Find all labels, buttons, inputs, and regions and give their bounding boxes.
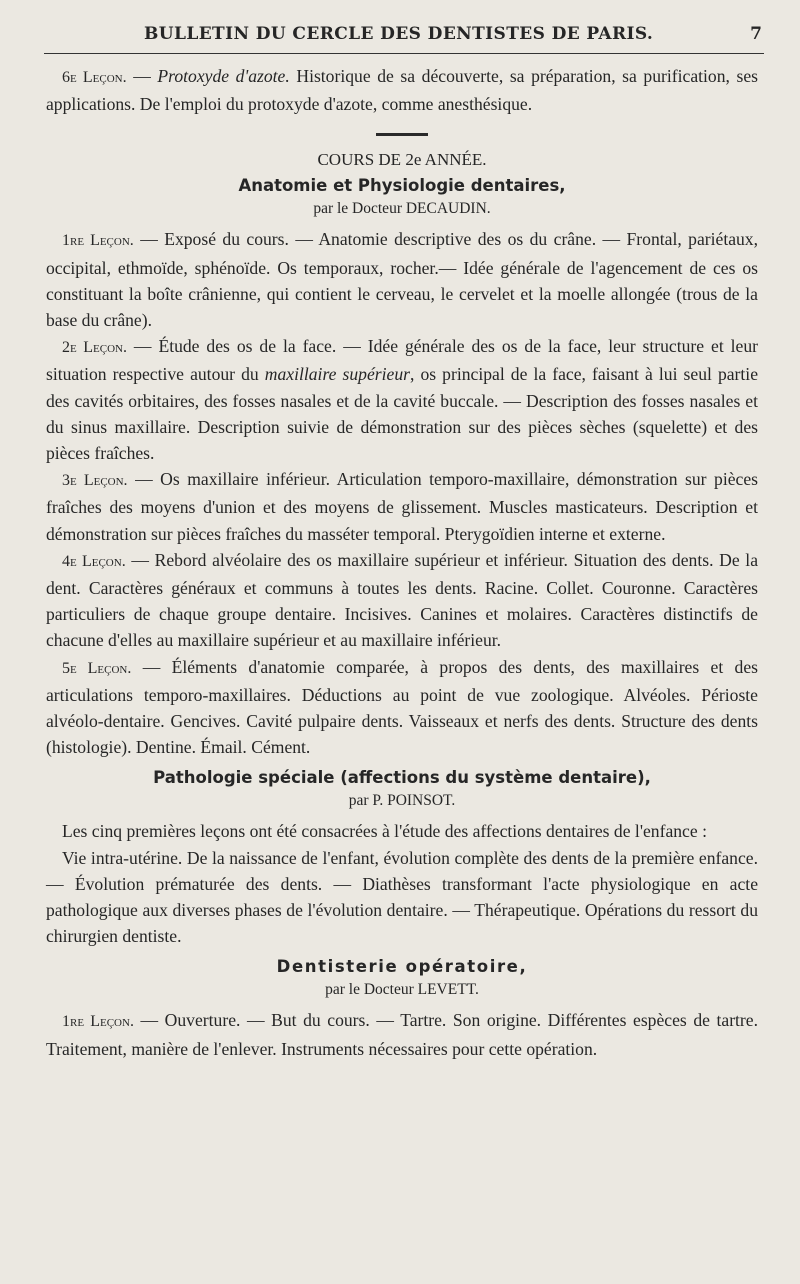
lesson-text: — Rebord alvéolaire des os maxillaire supérieur et inférieur. Situation des dents. De la dent. Caractères généraux et communs à toutes les dents. Racine. Collet. Couronne. Caractères particuliers de chaque groupe dentaire. Incisives. Canines et molaires. Caractères distinctifs de chacune d'elles au maxillaire supérieur et au maxillaire inférieur. <box>46 549 758 651</box>
lesson-label: 1re Leçon. <box>62 1013 134 1031</box>
page-number: 7 <box>750 24 762 44</box>
anatomy-lesson-3 <box>46 466 758 547</box>
lesson-text: Historique de sa découverte, sa préparation, sa purification, ses applications. De l'emploi du protoxyde d'azote, comme anesthésique. <box>46 66 759 115</box>
section-heading-anatomy: Anatomie et Physiologie dentaires, <box>238 176 566 196</box>
section-heading-pathology: Pathologie spéciale (affections du système dentaire), <box>153 768 651 788</box>
running-header <box>44 22 764 50</box>
section-heading-operative: Dentisterie opératoire, <box>276 957 528 977</box>
byline-operative: par le Docteur LEVETT. <box>325 981 479 999</box>
section-divider <box>376 133 428 136</box>
lesson-emphasis: maxillaire supérieur <box>264 364 410 385</box>
lesson-text: — Os maxillaire inférieur. Articulation temporo-maxillaire, démonstration sur pièces fraîches des moyens d'union et des moyens de glissement. Muscles masticateurs. Description et démonstration sur pièces fraîches du masséter temporal. Pterygoïdien interne et externe. <box>46 469 759 544</box>
lesson-text: — Éléments d'anatomie comparée, à propos des dents, des maxillaires et des articulations temporo-maxillaires. Déductions au point de vue zoologique. Alvéoles. Périoste alvéolo-dentaire. Gencives. Cavité pulpaire dents. Vaisseaux et nerfs des dents. Structure des dents (histologie). Dentine. Émail. Cément. <box>46 656 759 758</box>
lesson-topic: Protoxyde d'azote. <box>157 66 290 86</box>
header-rule <box>44 53 764 54</box>
byline-pathology: par P. POINSOT. <box>348 792 456 810</box>
lesson-label: 2e Leçon. <box>62 339 127 357</box>
anatomy-lesson-2 <box>46 333 758 466</box>
running-title: BULLETIN DU CERCLE DES DENTISTES DE PARIS. <box>144 24 654 44</box>
lesson-text: — Étude des os de la face. — Idée générale des os de la face, leur structure et leur situation respective autour du <box>46 336 758 385</box>
lesson-text: — Ouverture. — But du cours. — Tartre. Son origine. Différentes espèces de tartre. Traitement, manière de l'enlever. Instruments nécessaires pour cette opération. <box>46 1010 759 1059</box>
lesson-label: 6e Leçon. <box>62 69 127 86</box>
lesson-label: 5e Leçon. <box>62 659 132 677</box>
anatomy-lesson-4 <box>46 547 758 654</box>
lesson-label: 1re Leçon. <box>62 232 134 250</box>
pathology-paragraph-1: Les cinq premières leçons ont été consacrées à l'étude des affections dentaires de l'enfance : <box>62 821 707 842</box>
page-body <box>46 63 758 1062</box>
lesson-label: 4e Leçon. <box>62 552 126 570</box>
lesson-6-paragraph: 6e Leçon. — Protoxyde d'azote. Historique de sa découverte, sa préparation, sa purification, ses applications. De l'emploi du protoxyde d'azote, comme anesthésique. <box>46 66 759 115</box>
course-title: COURS DE 2e ANNÉE. <box>317 150 487 170</box>
byline-anatomy: par le Docteur DECAUDIN. <box>313 200 491 218</box>
pathology-paragraph-2: Vie intra-utérine. De la naissance de l'enfant, évolution complète des dents de la première enfance. — Évolution prématurée des dents. — Diathèses transformant l'acte physiologique en acte pathologique aux diverses phases de l'évolution dentaire. — Thérapeutique. Opérations du ressort du chirurgien dentiste. <box>46 847 758 947</box>
lesson-text: , os principal de la face, faisant à lui seul partie des cavités orbitaires, des fosses nasales et de la cavité buccale. — Description des fosses nasales et du sinus maxillaire. Description suivie de démonstration sur des pièces sèches (squelette) et des pièces fraîches. <box>46 364 759 464</box>
lesson-label: 3e Leçon. <box>62 472 128 490</box>
anatomy-lesson-5 <box>46 654 758 761</box>
operative-lesson-1 <box>46 1007 758 1061</box>
anatomy-lesson-1 <box>46 226 758 333</box>
lesson-text: — Exposé du cours. — Anatomie descriptive des os du crâne. — Frontal, pariétaux, occipital, ethmoïde, sphénoïde. Os temporaux, rocher.— Idée générale de l'agencement de ces os constituant la boîte crânienne, qui contient le cerveau, le cervelet et la moelle allongée (trous de la base du crâne). <box>46 229 759 331</box>
